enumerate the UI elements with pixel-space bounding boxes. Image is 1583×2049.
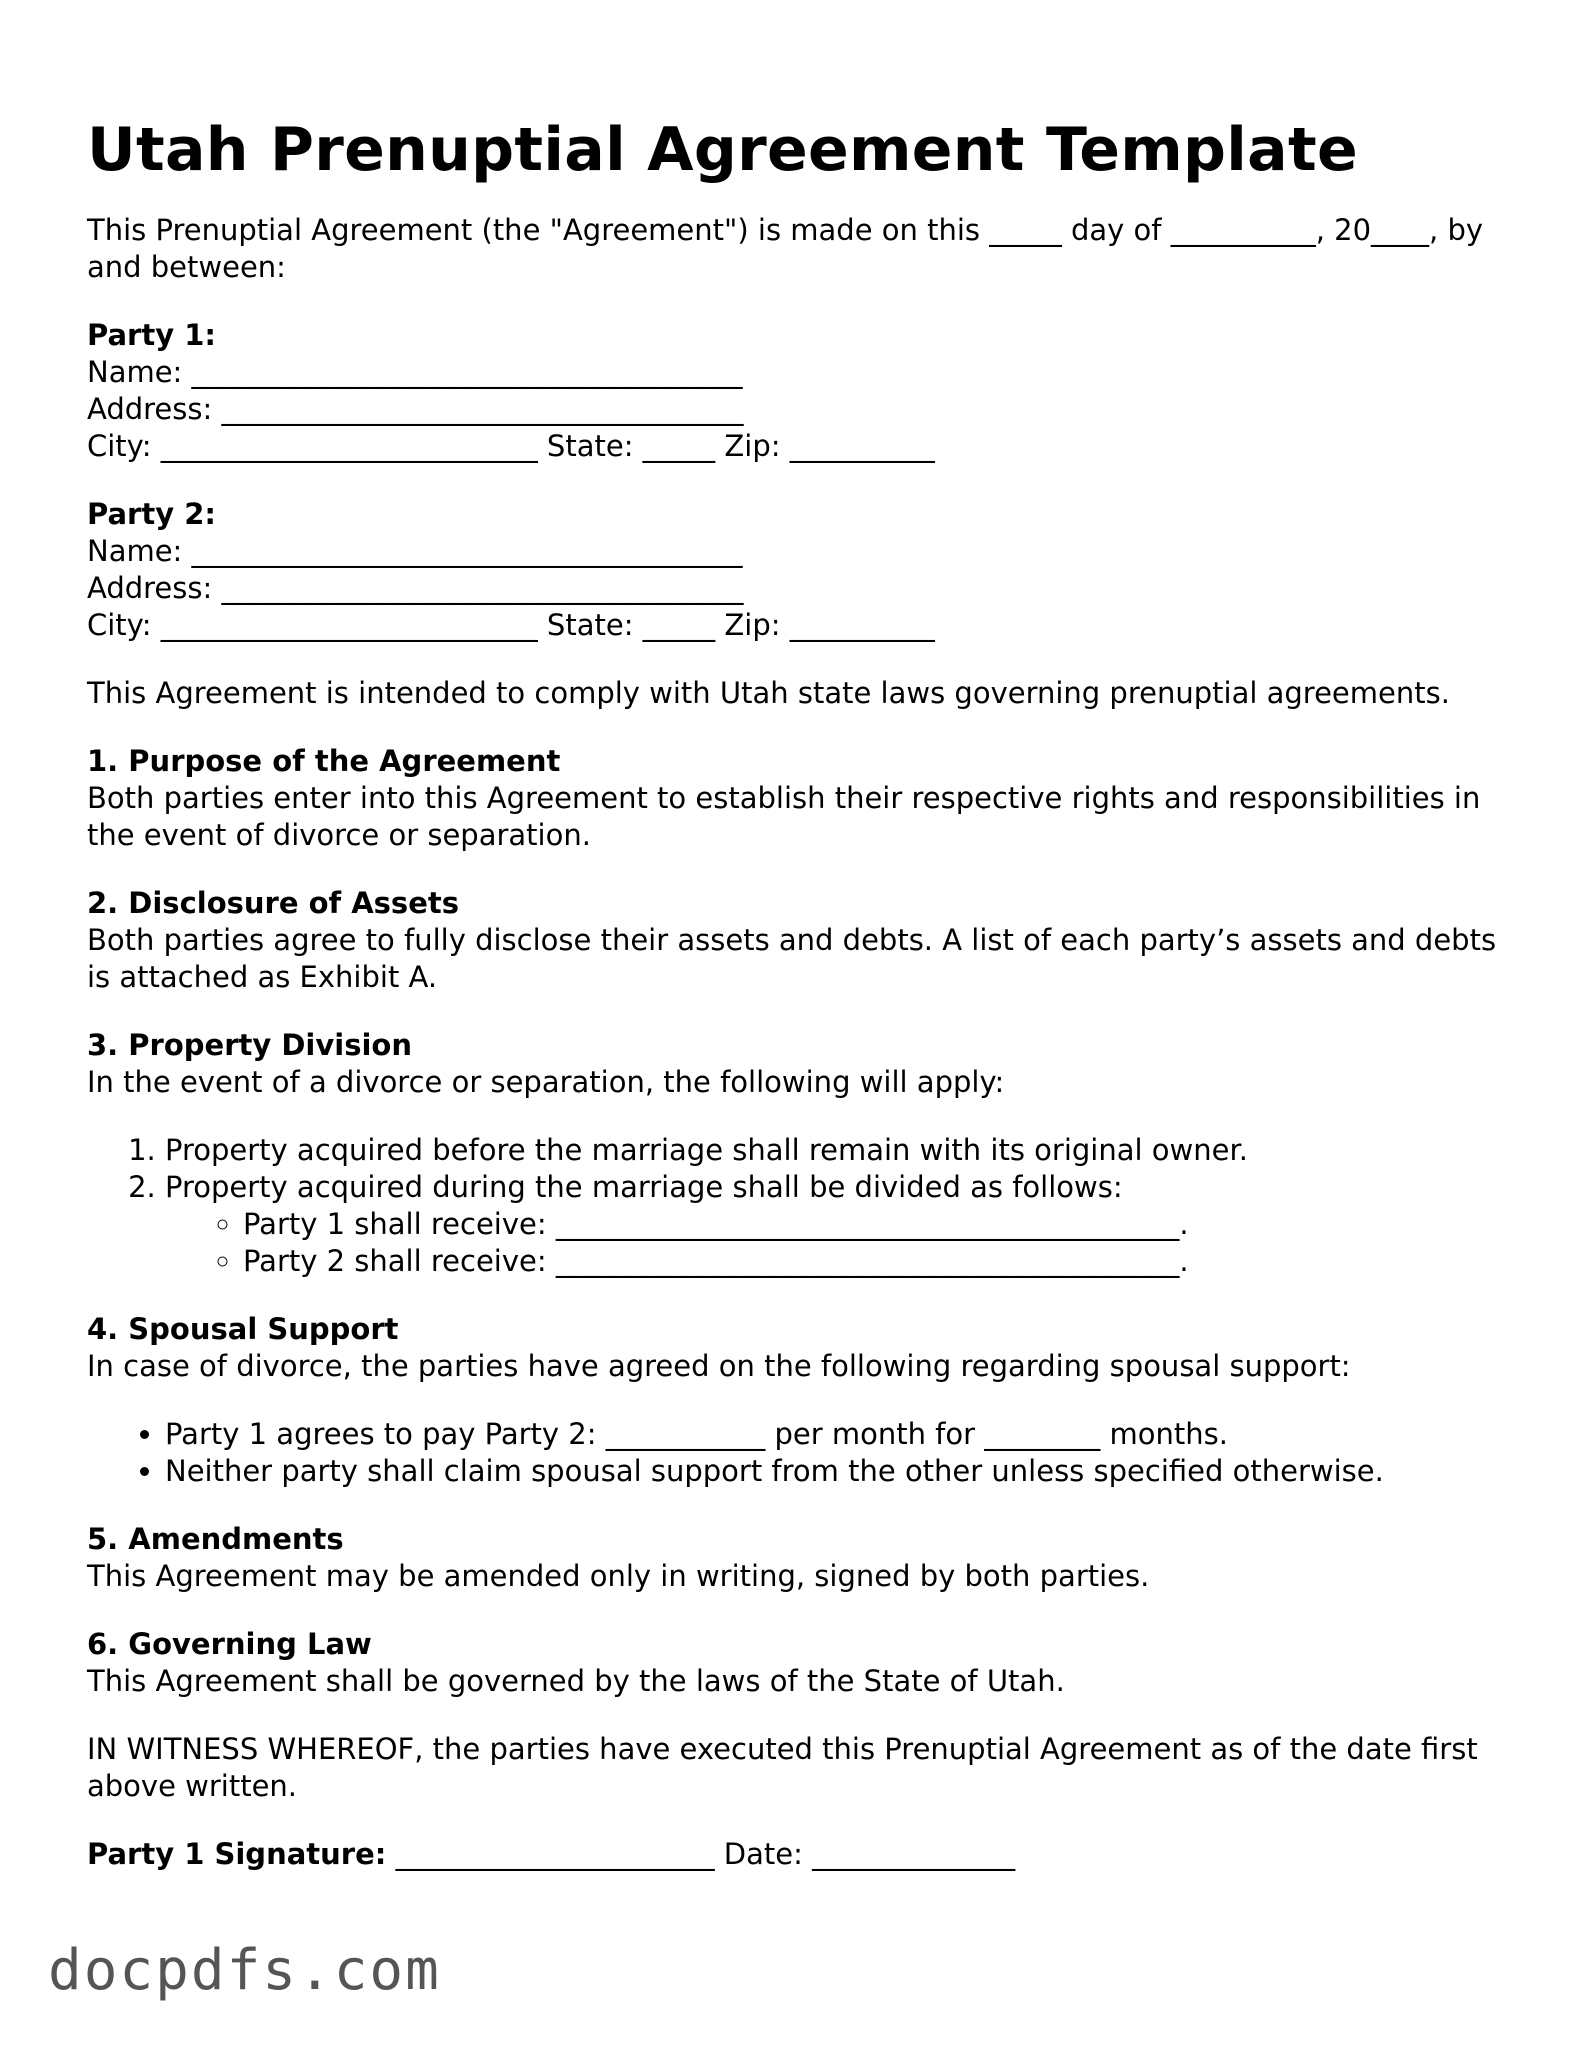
compliance-paragraph: This Agreement is intended to comply with Utah state laws governing prenuptial agreements. — [87, 676, 1450, 710]
party-2-name-field: Name: ______________________________________ — [87, 534, 743, 568]
party-2-address-field: Address: ____________________________________ — [87, 571, 744, 605]
property-sublist — [165, 1206, 1507, 1280]
section-property-division — [87, 1027, 1507, 1280]
section-body: In case of divorce, the parties have agreed on the following regarding spousal support: — [87, 1349, 1351, 1383]
section-body: This Agreement shall be governed by the laws of the State of Utah. — [87, 1664, 1065, 1698]
section-body: This Agreement may be amended only in writing, signed by both parties. — [87, 1559, 1150, 1593]
section-heading: 2. Disclosure of Assets — [87, 886, 459, 920]
section-body: Both parties agree to fully disclose their assets and debts. A list of each party’s assets and debts is attached as Exhibit A. — [87, 923, 1497, 994]
party-1-block — [87, 317, 1507, 465]
section-body: Both parties enter into this Agreement to establish their respective rights and responsibilities in the event of divorce or separation. — [87, 781, 1481, 852]
party-1-city-state-zip: City: __________________________ State: _____ Zip: __________ — [87, 429, 935, 463]
party-2-block — [87, 496, 1507, 644]
section-heading: 4. Spousal Support — [87, 1312, 399, 1346]
signature-date-blanks: ______________________ Date: ______________ — [386, 1837, 1016, 1871]
party-2-city-state-zip: City: __________________________ State: _____ Zip: __________ — [87, 608, 935, 642]
witness-paragraph: IN WITNESS WHEREOF, the parties have executed this Prenuptial Agreement as of the date first above written. — [87, 1732, 1478, 1803]
signature-line — [87, 1836, 1507, 1873]
property-list — [87, 1132, 1507, 1280]
section-disclosure — [87, 885, 1507, 996]
sublist-item: ◦ Party 1 shall receive: ___________________________________________. — [243, 1206, 1507, 1243]
intro-paragraph: This Prenuptial Agreement (the "Agreement") is made on this _____ day of __________, 20____, by and between: — [87, 213, 1484, 284]
list-item — [165, 1169, 1507, 1280]
section-heading: 3. Property Division — [87, 1028, 412, 1062]
document-page — [87, 110, 1507, 1873]
party-2-heading: Party 2: — [87, 497, 216, 531]
section-spousal-support — [87, 1311, 1507, 1490]
section-purpose — [87, 743, 1507, 854]
section-heading: 6. Governing Law — [87, 1627, 372, 1661]
party-1-name-field: Name: ______________________________________ — [87, 355, 743, 389]
party-1-address-field: Address: ____________________________________ — [87, 392, 744, 426]
section-amendments — [87, 1521, 1507, 1595]
list-item: • Neither party shall claim spousal support from the other unless specified otherwise. — [165, 1453, 1507, 1490]
section-body: In the event of a divorce or separation, the following will apply: — [87, 1065, 1005, 1099]
section-heading: 1. Purpose of the Agreement — [87, 744, 561, 778]
list-item: • Party 1 agrees to pay Party 2: ___________ per month for ________ months. — [165, 1416, 1507, 1453]
document-title: Utah Prenuptial Agreement Template — [87, 115, 1358, 185]
section-heading: 5. Amendments — [87, 1522, 344, 1556]
support-list — [87, 1416, 1507, 1490]
sublist-item: ◦ Party 2 shall receive: ___________________________________________. — [243, 1243, 1507, 1280]
party-1-heading: Party 1: — [87, 318, 216, 352]
signature-label: Party 1 Signature: — [87, 1837, 387, 1871]
list-item-text: Property acquired during the marriage shall be divided as follows: — [165, 1170, 1123, 1204]
section-governing-law — [87, 1626, 1507, 1700]
watermark-logo: docpdfs.com — [48, 1938, 441, 2003]
list-item: 1. Property acquired before the marriage shall remain with its original owner. — [165, 1132, 1507, 1169]
